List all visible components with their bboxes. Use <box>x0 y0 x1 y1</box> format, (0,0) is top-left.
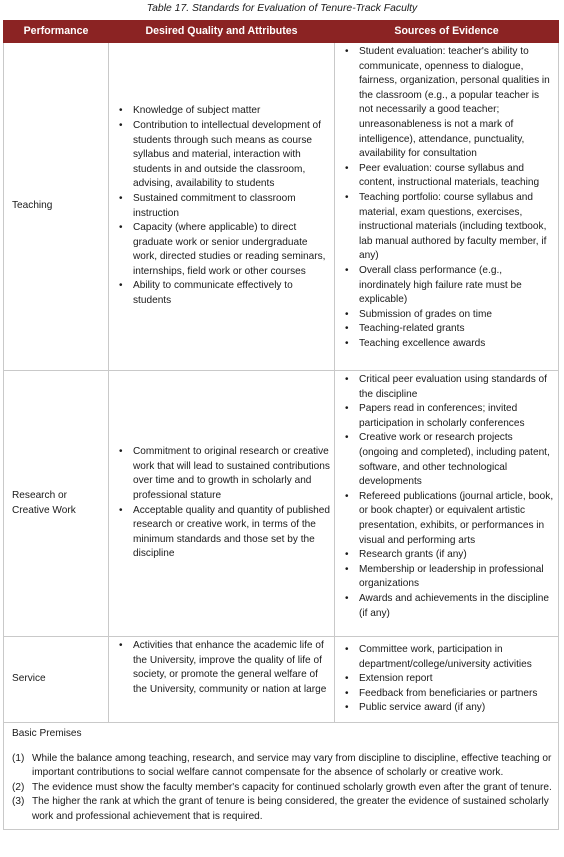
list-item: • Sustained commitment to classroom instruction <box>133 192 330 221</box>
list-item: • Critical peer evaluation using standards of the discipline <box>359 373 554 402</box>
desired-cell <box>109 43 335 371</box>
premises-title: Basic Premises <box>12 728 82 739</box>
premise-text: The higher the rank at which the grant of tenure is being considered, the greater the evidence of sustained scholarly work and professional achievement that is required. <box>32 796 549 822</box>
performance-cell: Service <box>4 637 109 723</box>
list-item: • Commitment to original research or creative work that will lead to sustained contributions over time and to growth in scholarly and professional stature <box>133 445 330 503</box>
header-row <box>4 21 559 43</box>
list-item: • Papers read in conferences; invited participation in scholarly conferences <box>359 402 554 431</box>
performance-cell: Teaching <box>4 43 109 371</box>
list-item: • Teaching-related grants <box>359 322 554 337</box>
premises-cell <box>4 723 559 830</box>
list-item: • Knowledge of subject matter <box>133 104 330 119</box>
evidence-list <box>339 373 554 621</box>
desired-cell <box>109 371 335 637</box>
table-row-service <box>4 637 559 723</box>
premise-text: While the balance among teaching, research, and service may vary from discipline to discipline, effective teaching or important contributions to social welfare cannot compensate for the absence of scholarly or creative work. <box>32 752 552 779</box>
list-item: • Acceptable quality and quantity of published research or creative work, in terms of the minimum standards and those set by the discipline <box>133 504 330 562</box>
list-item: • Capacity (where applicable) to direct graduate work or senior undergraduate work, directed studies or reading seminars, internships, field work or other courses <box>133 221 330 279</box>
standards-table <box>3 20 559 830</box>
list-item: • Public service award (if any) <box>359 701 554 716</box>
premise-item <box>12 795 552 824</box>
evidence-cell <box>335 43 559 371</box>
desired-list <box>113 445 330 562</box>
list-item: • Peer evaluation: course syllabus and content, instructional materials, teaching <box>359 162 554 191</box>
header-performance: Performance <box>4 21 109 43</box>
list-item: • Committee work, participation in department/college/university activities <box>359 643 554 672</box>
list-item: • Feedback from beneficiaries or partners <box>359 687 554 702</box>
evidence-cell <box>335 637 559 723</box>
table-row-premises <box>4 723 559 830</box>
desired-list <box>113 104 330 308</box>
list-item: • Student evaluation: teacher's ability to communicate, openness to dialogue, fairness, organization, personal qualities in the classroom (e.g., a popular teacher is not necessarily a good teacher; unreasonableness is not a mark of intelligence), attendance, punctuality, availability for consultation <box>359 45 554 162</box>
table-caption: Table 17. Standards for Evaluation of Tenure-Track Faculty <box>146 3 418 14</box>
evidence-list <box>339 643 554 716</box>
header-desired-quality: Desired Quality and Attributes <box>109 21 335 43</box>
evidence-cell <box>335 371 559 637</box>
desired-cell <box>109 637 335 723</box>
list-item: • Teaching portfolio: course syllabus and material, exam questions, exercises, instructional materials (including textbook, lab manual authored by faculty member, if any) <box>359 191 554 264</box>
evidence-list <box>339 45 554 351</box>
premise-text: The evidence must show the faculty member's capacity for continued scholarly growth even after the grant of tenure. <box>32 781 552 793</box>
premise-number: (1) <box>12 752 25 764</box>
list-item: • Contribution to intellectual development of students through such means as course syllabus and material, interaction with students in and outside the classroom, advising, availability to students <box>133 119 330 192</box>
list-item: • Creative work or research projects (ongoing and completed), including patent, software, and other technological developments <box>359 431 554 489</box>
list-item: • Activities that enhance the academic life of the University, improve the quality of life of society, or promote the general welfare of the University, community or nation at large <box>133 639 330 697</box>
list-item: • Submission of grades on time <box>359 308 554 323</box>
table-row-research <box>4 371 559 637</box>
premise-number: (2) <box>12 781 25 793</box>
header-sources-of-evidence: Sources of Evidence <box>335 21 559 43</box>
list-item: • Ability to communicate effectively to students <box>133 279 330 308</box>
premise-number: (3) <box>12 796 25 808</box>
list-item: • Extension report <box>359 672 554 687</box>
performance-cell: Research or Creative Work <box>4 371 109 637</box>
desired-list <box>113 639 330 697</box>
list-item: • Membership or leadership in professional organizations <box>359 563 554 592</box>
premise-item <box>12 752 552 781</box>
list-item: • Awards and achievements in the discipline (if any) <box>359 592 554 621</box>
table-row-teaching <box>4 43 559 371</box>
list-item: • Research grants (if any) <box>359 548 554 563</box>
list-item: • Overall class performance (e.g., inordinately high failure rate must be explicable) <box>359 264 554 308</box>
list-item: • Teaching excellence awards <box>359 337 554 352</box>
premise-item <box>12 781 552 796</box>
list-item: • Refereed publications (journal article, book, or book chapter) or equivalent artistic presentation, exhibits, or performances in visual and performing arts <box>359 490 554 548</box>
